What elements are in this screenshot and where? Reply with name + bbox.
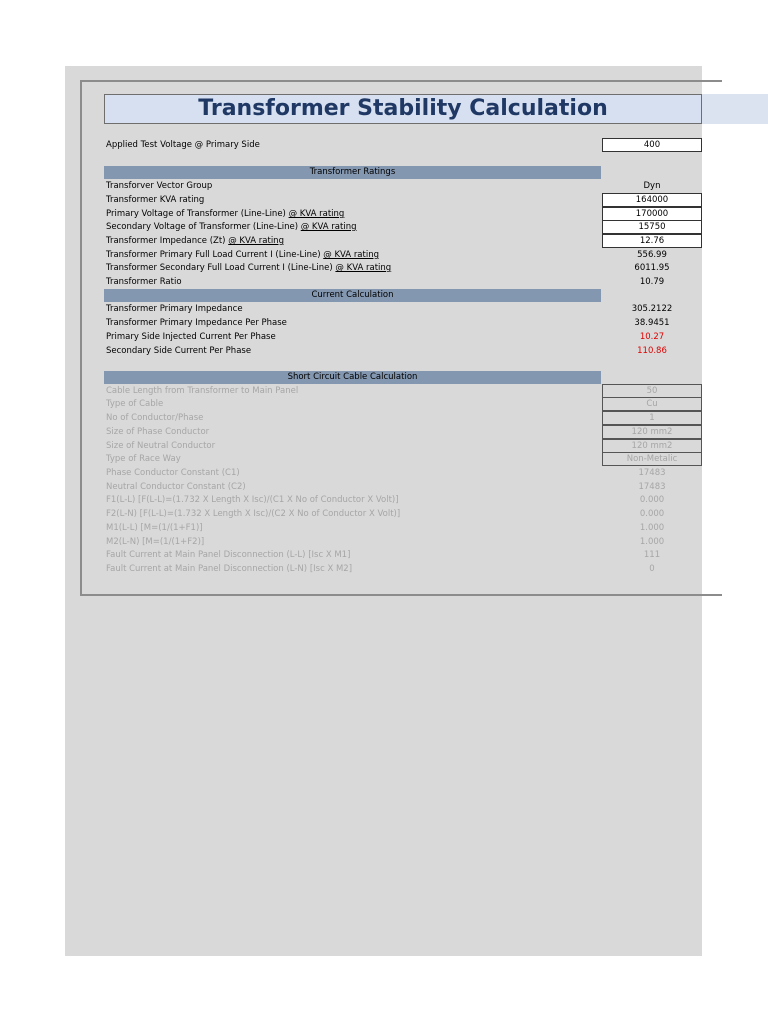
f1-value: 0.000 xyxy=(639,495,665,505)
applied-voltage-input[interactable]: 400 xyxy=(602,138,702,152)
transformer-ratio-value: 10.79 xyxy=(639,277,665,287)
page-title: Transformer Stability Calculation xyxy=(198,96,608,121)
primary-flc-value: 556.99 xyxy=(637,250,667,260)
title-band xyxy=(702,94,768,124)
impedance-per-phase-value: 38.9451 xyxy=(634,318,670,328)
phase-conductor-size-input[interactable]: 120 mm2 xyxy=(602,425,702,439)
row-label: Transformer KVA rating xyxy=(106,195,205,205)
row-label: Transformer Primary Impedance xyxy=(106,304,243,314)
row-label: Primary Voltage of Transformer (Line-Line) @ KVA rating xyxy=(106,209,345,219)
row-label: Primary Side Injected Current Per Phase xyxy=(106,332,276,342)
m2-value: 1.000 xyxy=(639,537,665,547)
impedance-input[interactable]: 12.76 xyxy=(602,234,702,248)
row-label: Transformer Impedance (Zt) @ KVA rating xyxy=(106,236,284,246)
row-label: Type of Cable xyxy=(106,399,164,409)
conductors-per-phase-input[interactable]: 1 xyxy=(602,411,702,425)
cable-length-input[interactable]: 50 xyxy=(602,384,702,398)
section-short-circuit: Short Circuit Cable Calculation xyxy=(104,371,601,384)
cable-type-input[interactable]: Cu xyxy=(602,397,702,411)
row-label: Secondary Side Current Per Phase xyxy=(106,346,252,356)
applied-voltage-label: Applied Test Voltage @ Primary Side xyxy=(106,140,260,150)
primary-impedance-value: 305.2122 xyxy=(631,304,673,314)
row-label: Size of Phase Conductor xyxy=(106,427,210,437)
secondary-flc-value: 6011.95 xyxy=(634,263,670,273)
row-label: Transforver Vector Group xyxy=(106,181,213,191)
secondary-voltage-input[interactable]: 15750 xyxy=(602,220,702,234)
section-current-calculation: Current Calculation xyxy=(104,289,601,302)
row-label: F1(L-L) [F(L-L)=(1.732 X Length X Isc)/(C1 X No of Conductor X Volt)] xyxy=(106,495,399,505)
fault-current-ln-value: 0 xyxy=(649,564,655,574)
row-label: Cable Length from Transformer to Main Panel xyxy=(106,386,299,396)
row-label: M2(L-N) [M=(1/(1+F2)] xyxy=(106,537,205,547)
row-label: F2(L-N) [F(L-L)=(1.732 X Length X Isc)/(C2 X No of Conductor X Volt)] xyxy=(106,509,401,519)
raceway-type-input[interactable]: Non-Metalic xyxy=(602,452,702,466)
c1-value: 17483 xyxy=(638,468,666,478)
row-label: M1(L-L) [M=(1/(1+F1)] xyxy=(106,523,203,533)
m1-value: 1.000 xyxy=(639,523,665,533)
fault-current-ll-value: 111 xyxy=(643,550,661,560)
row-label: Fault Current at Main Panel Disconnection (L-N) [Isc X M2] xyxy=(106,564,353,574)
secondary-current-value: 110.86 xyxy=(637,346,667,356)
row-label: Size of Neutral Conductor xyxy=(106,441,216,451)
row-label: Secondary Voltage of Transformer (Line-Line) @ KVA rating xyxy=(106,222,357,232)
f2-value: 0.000 xyxy=(639,509,665,519)
row-label: No of Conductor/Phase xyxy=(106,413,204,423)
vector-group-value: Dyn xyxy=(643,181,661,191)
injected-current-value: 10.27 xyxy=(639,332,665,342)
row-label: Phase Conductor Constant (C1) xyxy=(106,468,240,478)
row-label: Transformer Secondary Full Load Current I (Line-Line) @ KVA rating xyxy=(106,263,392,273)
row-label: Type of Race Way xyxy=(106,454,181,464)
row-label: Transformer Ratio xyxy=(106,277,182,287)
row-label: Fault Current at Main Panel Disconnection (L-L) [Isc X M1] xyxy=(106,550,351,560)
c2-value: 17483 xyxy=(638,482,666,492)
row-label: Transformer Primary Impedance Per Phase xyxy=(106,318,287,328)
neutral-conductor-size-input[interactable]: 120 mm2 xyxy=(602,439,702,453)
row-label: Neutral Conductor Constant (C2) xyxy=(106,482,246,492)
kva-rating-input[interactable]: 164000 xyxy=(602,193,702,207)
section-transformer-ratings: Transformer Ratings xyxy=(104,166,601,179)
primary-voltage-input[interactable]: 170000 xyxy=(602,207,702,221)
row-label: Transformer Primary Full Load Current I (Line-Line) @ KVA rating xyxy=(106,250,379,260)
